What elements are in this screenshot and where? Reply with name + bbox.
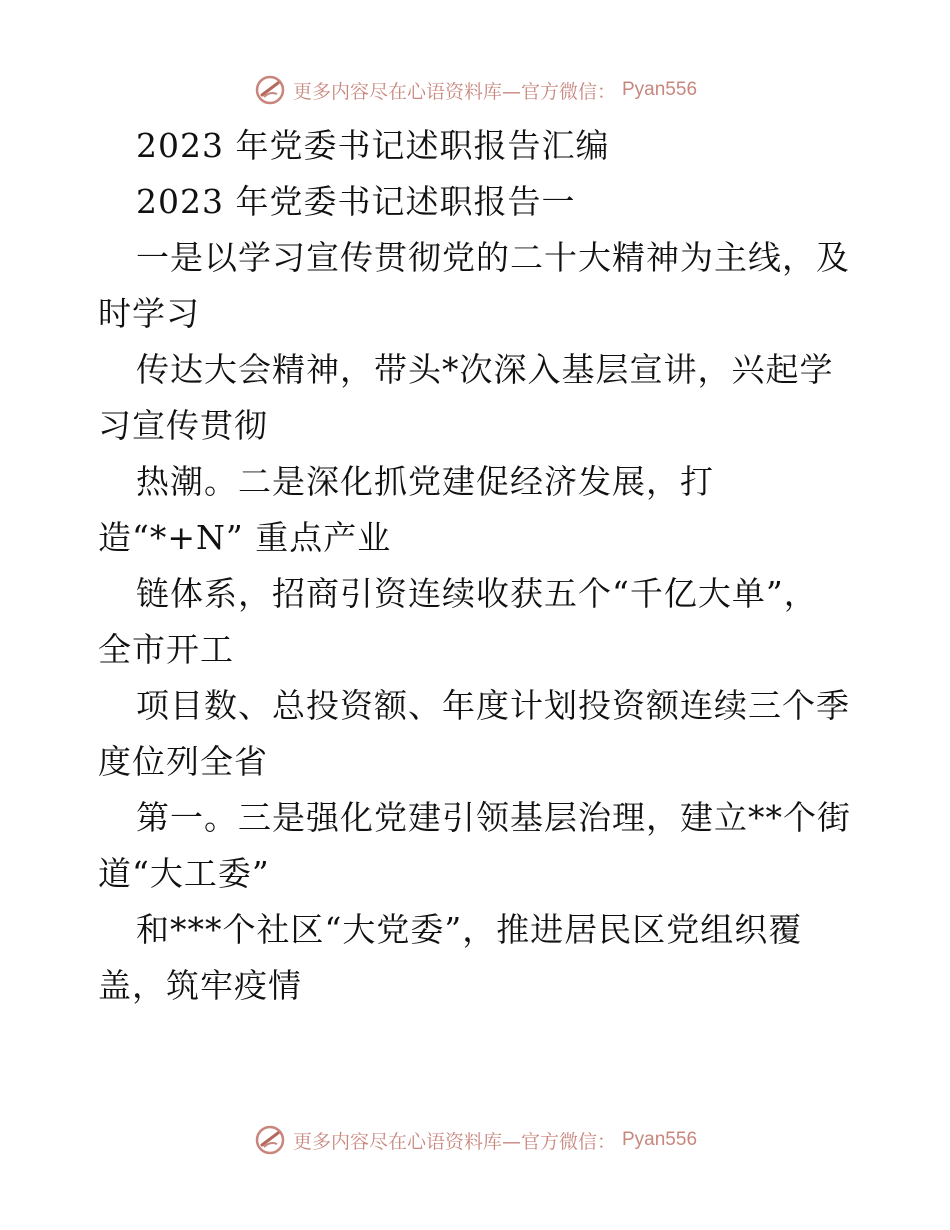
text-line: 第一。三是强化党建引领基层治理，建立**个街 [136,798,851,837]
document-body [98,118,858,1014]
header-watermark [0,70,950,110]
text-line: 盖，筑牢疫情 [98,966,302,1005]
text-line: 一是以学习宣传贯彻党的二十大精神为主线，及 [136,238,850,277]
text-line: 传达大会精神，带头*次深入基层宣讲，兴起学 [136,350,834,389]
footer-watermark [0,1120,950,1160]
text-line: 和***个社区“大党委”，推进居民区党组织覆 [136,910,803,949]
watermark-text: 更多内容尽在心语资料库—官方微信： [292,1130,616,1153]
text-line: 全市开工 [98,630,234,669]
watermark-handle: Pyan556 [622,79,698,100]
text-line: 造“*+N” 重点产业 [98,518,392,557]
text-line: 2023 年党委书记述职报告一 [136,182,576,221]
book-quill-logo-icon [253,73,287,107]
watermark-handle: Pyan556 [622,1129,698,1150]
text-line: 时学习 [98,294,200,333]
text-line: 项目数、总投资额、年度计划投资额连续三个季 [136,686,850,725]
book-quill-logo-icon [253,1123,287,1157]
watermark-text: 更多内容尽在心语资料库—官方微信： [292,80,616,103]
text-line: 链体系，招商引资连续收获五个“千亿大单”， [136,574,818,613]
text-line: 度位列全省 [98,742,268,781]
text-line: 2023 年党委书记述职报告汇编 [136,126,610,165]
text-line: 热潮。二是深化抓党建促经济发展，打 [136,462,714,501]
text-line: 道“大工委” [98,854,270,893]
text-line: 习宣传贯彻 [98,406,268,445]
